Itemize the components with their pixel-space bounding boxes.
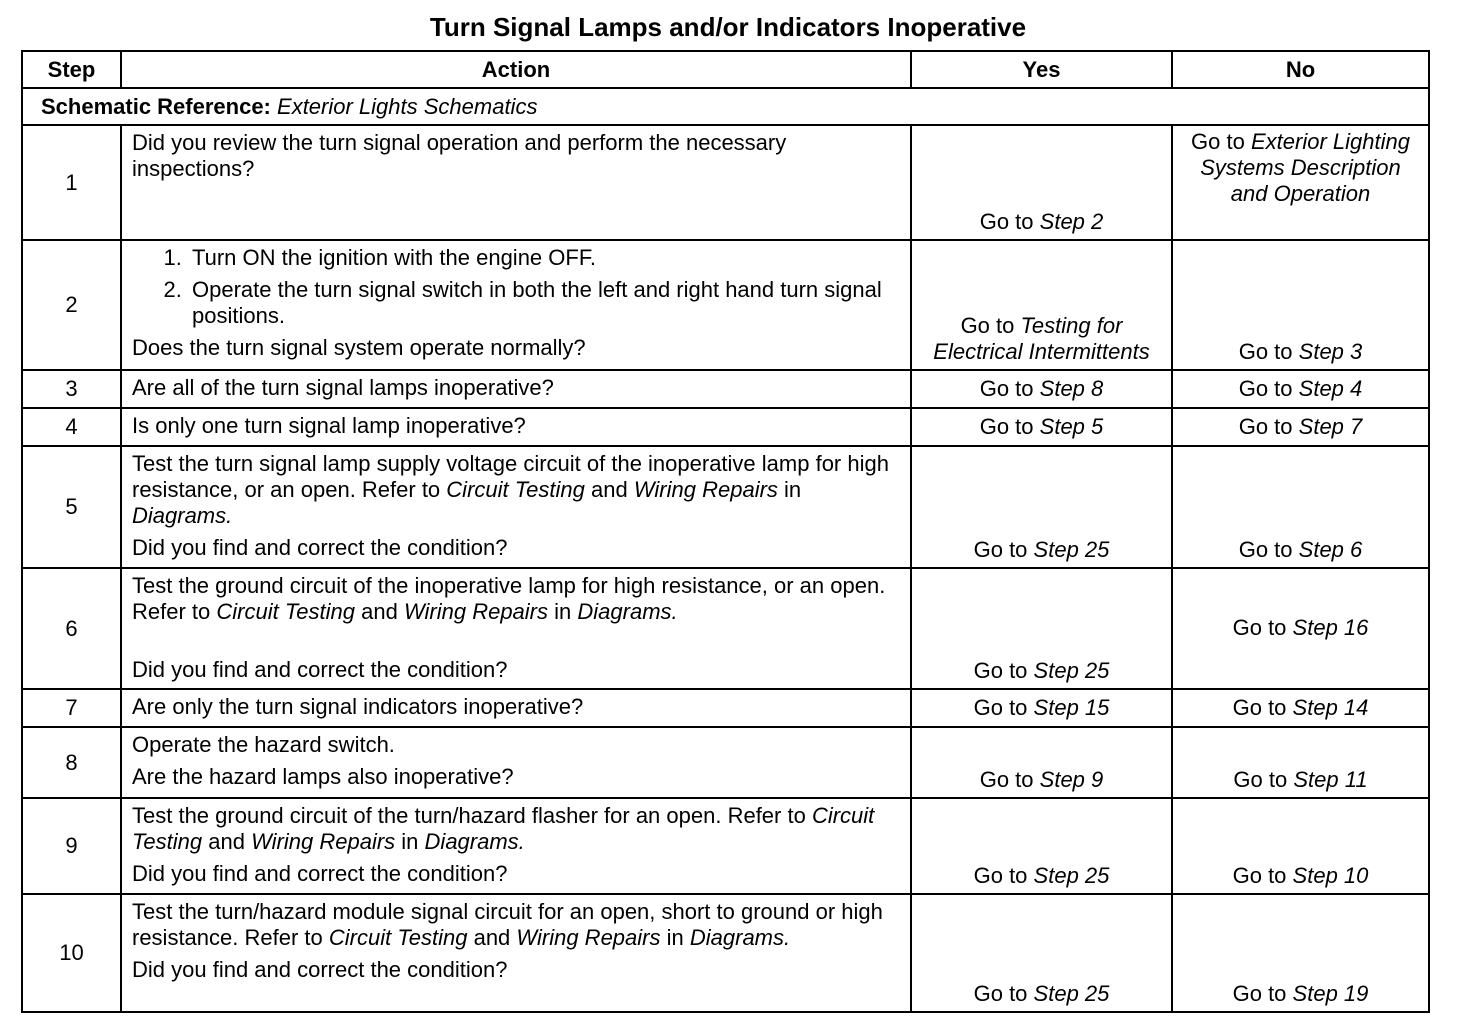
goto-label: Go to bbox=[979, 209, 1034, 234]
no-cell bbox=[1172, 894, 1429, 1012]
yes-cell bbox=[911, 125, 1172, 240]
conjunction: and bbox=[591, 477, 628, 502]
goto-label: Go to bbox=[1233, 767, 1288, 792]
no-link[interactable]: Step 19 bbox=[1292, 981, 1369, 1006]
preposition: in bbox=[401, 829, 419, 854]
action-text bbox=[132, 451, 900, 529]
conjunction: and bbox=[208, 829, 245, 854]
ref-diagrams[interactable]: Diagrams. bbox=[577, 599, 678, 624]
action-text: Are only the turn signal indicators inoperative? bbox=[132, 694, 584, 719]
yes-cell bbox=[911, 370, 1172, 408]
goto-label: Go to bbox=[1232, 694, 1287, 720]
yes-link[interactable]: Step 2 bbox=[1039, 209, 1104, 234]
table-row bbox=[22, 727, 1429, 798]
action-cell bbox=[121, 408, 911, 446]
action-cell bbox=[121, 240, 911, 370]
goto-label: Go to bbox=[1238, 375, 1293, 401]
ref-circuit-testing[interactable]: Circuit Testing bbox=[328, 925, 468, 950]
goto-label: Go to bbox=[1238, 413, 1293, 439]
table-row bbox=[22, 568, 1429, 689]
preposition: in bbox=[554, 599, 572, 624]
step-number: 7 bbox=[22, 689, 121, 727]
no-link[interactable]: Step 6 bbox=[1298, 537, 1363, 562]
conjunction: and bbox=[361, 599, 398, 624]
yes-link[interactable]: Step 9 bbox=[1039, 767, 1104, 792]
schematic-link[interactable]: Exterior Lights Schematics bbox=[277, 93, 538, 119]
no-cell bbox=[1172, 727, 1429, 798]
action-text: Are all of the turn signal lamps inoperative? bbox=[132, 375, 554, 400]
goto-label: Go to bbox=[973, 863, 1028, 888]
ref-diagrams[interactable]: Diagrams. bbox=[424, 829, 525, 854]
yes-cell bbox=[911, 240, 1172, 370]
goto-label: Go to bbox=[960, 313, 1015, 338]
no-cell bbox=[1172, 568, 1429, 689]
schematic-row bbox=[22, 88, 1429, 125]
table-row bbox=[22, 408, 1429, 446]
header-action: Action bbox=[121, 51, 911, 88]
conjunction: and bbox=[473, 925, 511, 950]
ref-wiring-repairs[interactable]: Wiring Repairs bbox=[516, 925, 661, 950]
yes-link[interactable]: Step 5 bbox=[1039, 413, 1104, 439]
action-sentence: Test the turn signal lamp supply voltage circuit of the inoperative lamp for high resistance, or an open. Refer to bbox=[132, 451, 889, 502]
substep-item: 1. Turn ON the ignition with the engine OFF. bbox=[188, 245, 900, 271]
header-no: No bbox=[1172, 51, 1429, 88]
goto-label: Go to bbox=[1238, 537, 1293, 562]
goto-label: Go to bbox=[1232, 615, 1287, 640]
goto-label: Go to bbox=[1238, 339, 1293, 364]
action-cell bbox=[121, 894, 911, 1012]
action-cell bbox=[121, 125, 911, 240]
yes-link[interactable]: Step 25 bbox=[1033, 658, 1110, 683]
question-text: Did you find and correct the condition? bbox=[132, 535, 508, 560]
ref-diagrams[interactable]: Diagrams. bbox=[689, 925, 791, 950]
table-row bbox=[22, 370, 1429, 408]
goto-label: Go to bbox=[973, 694, 1028, 720]
goto-label: Go to bbox=[1232, 863, 1287, 888]
step-number: 3 bbox=[22, 370, 121, 408]
no-link[interactable]: Step 7 bbox=[1298, 413, 1363, 439]
goto-label: Go to bbox=[979, 375, 1034, 401]
no-cell bbox=[1172, 125, 1429, 240]
yes-link[interactable]: Step 25 bbox=[1033, 981, 1110, 1006]
ref-wiring-repairs[interactable]: Wiring Repairs bbox=[633, 477, 778, 502]
goto-label: Go to bbox=[973, 658, 1028, 683]
step-number: 2 bbox=[22, 240, 121, 370]
no-link[interactable]: Step 4 bbox=[1298, 375, 1363, 401]
no-link[interactable]: Exterior Lighting Systems Description and Operation bbox=[1200, 129, 1410, 206]
schematic-label: Schematic Reference: bbox=[41, 93, 271, 119]
header-step: Step bbox=[22, 51, 121, 88]
action-cell bbox=[121, 798, 911, 894]
action-cell bbox=[121, 727, 911, 798]
yes-cell bbox=[911, 727, 1172, 798]
table-row bbox=[22, 798, 1429, 894]
no-cell bbox=[1172, 408, 1429, 446]
question-text: Are the hazard lamps also inoperative? bbox=[132, 764, 514, 789]
table-row bbox=[22, 240, 1429, 370]
step-number: 6 bbox=[22, 568, 121, 689]
action-cell bbox=[121, 370, 911, 408]
substep-item: 2. Operate the turn signal switch in both the left and right hand turn signal positions. bbox=[188, 277, 900, 329]
action-sentence: Test the ground circuit of the inoperative lamp for high resistance, or an open. Refer to bbox=[132, 573, 886, 624]
no-link[interactable]: Step 11 bbox=[1293, 767, 1368, 792]
goto-label: Go to bbox=[973, 537, 1028, 562]
no-link[interactable]: Step 10 bbox=[1292, 863, 1369, 888]
no-cell bbox=[1172, 446, 1429, 568]
ref-wiring-repairs[interactable]: Wiring Repairs bbox=[403, 599, 549, 624]
no-cell bbox=[1172, 370, 1429, 408]
action-text: Operate the hazard switch. bbox=[132, 732, 395, 757]
header-row bbox=[22, 51, 1429, 88]
preposition: in bbox=[666, 925, 684, 950]
yes-cell bbox=[911, 894, 1172, 1012]
action-cell bbox=[121, 689, 911, 727]
yes-link[interactable]: Testing for Electrical Intermittents bbox=[933, 313, 1150, 364]
yes-cell bbox=[911, 798, 1172, 894]
action-text: Did you review the turn signal operation and perform the necessary inspections? bbox=[132, 130, 787, 181]
yes-cell bbox=[911, 408, 1172, 446]
question-text: Did you find and correct the condition? bbox=[132, 861, 508, 886]
step-number: 8 bbox=[22, 727, 121, 798]
action-text bbox=[132, 899, 900, 951]
action-text bbox=[132, 803, 900, 855]
table-row bbox=[22, 689, 1429, 727]
schematic-reference bbox=[22, 88, 1429, 125]
step-number: 4 bbox=[22, 408, 121, 446]
yes-cell bbox=[911, 446, 1172, 568]
ref-circuit-testing[interactable]: Circuit Testing bbox=[132, 803, 875, 854]
substep-list bbox=[132, 245, 900, 329]
step-number: 9 bbox=[22, 798, 121, 894]
yes-cell bbox=[911, 689, 1172, 727]
preposition: in bbox=[784, 477, 802, 502]
question-text: Did you find and correct the condition? bbox=[132, 957, 508, 982]
ref-circuit-testing[interactable]: Circuit Testing bbox=[216, 599, 355, 624]
table-row bbox=[22, 894, 1429, 1012]
yes-link[interactable]: Step 15 bbox=[1033, 694, 1110, 720]
no-link[interactable]: Step 16 bbox=[1292, 615, 1369, 640]
no-link[interactable]: Step 3 bbox=[1298, 339, 1363, 364]
goto-label: Go to bbox=[979, 413, 1034, 439]
ref-diagrams[interactable]: Diagrams. bbox=[132, 503, 233, 528]
action-cell bbox=[121, 446, 911, 568]
yes-link[interactable]: Step 25 bbox=[1033, 537, 1110, 562]
no-cell bbox=[1172, 689, 1429, 727]
no-cell bbox=[1172, 798, 1429, 894]
yes-cell bbox=[911, 568, 1172, 689]
goto-label: Go to bbox=[973, 981, 1028, 1006]
table-row bbox=[22, 125, 1429, 240]
question-text: Did you find and correct the condition? bbox=[132, 657, 508, 682]
no-cell bbox=[1172, 240, 1429, 370]
step-number: 1 bbox=[22, 125, 121, 240]
diagnostic-table bbox=[21, 50, 1430, 1013]
ref-wiring-repairs[interactable]: Wiring Repairs bbox=[251, 829, 396, 854]
no-link[interactable]: Step 14 bbox=[1292, 694, 1369, 720]
action-sentence: Test the ground circuit of the turn/hazard flasher for an open. Refer to bbox=[132, 803, 806, 828]
yes-link[interactable]: Step 8 bbox=[1039, 375, 1104, 401]
goto-label: Go to bbox=[1232, 981, 1287, 1006]
goto-label: Go to bbox=[979, 767, 1034, 792]
goto-label: Go to bbox=[1191, 129, 1245, 154]
page-title: Turn Signal Lamps and/or Indicators Inoperative bbox=[429, 12, 1027, 42]
header-yes: Yes bbox=[911, 51, 1172, 88]
table-row bbox=[22, 446, 1429, 568]
ref-circuit-testing[interactable]: Circuit Testing bbox=[446, 477, 585, 502]
action-sentence: Test the turn/hazard module signal circuit for an open, short to ground or high resistance. Refer to bbox=[132, 899, 883, 950]
action-text: Is only one turn signal lamp inoperative? bbox=[132, 413, 526, 438]
action-text bbox=[132, 573, 900, 625]
yes-link[interactable]: Step 25 bbox=[1033, 863, 1110, 888]
question-text: Does the turn signal system operate normally? bbox=[132, 335, 586, 360]
step-number: 10 bbox=[22, 894, 121, 1012]
action-cell bbox=[121, 568, 911, 689]
step-number: 5 bbox=[22, 446, 121, 568]
